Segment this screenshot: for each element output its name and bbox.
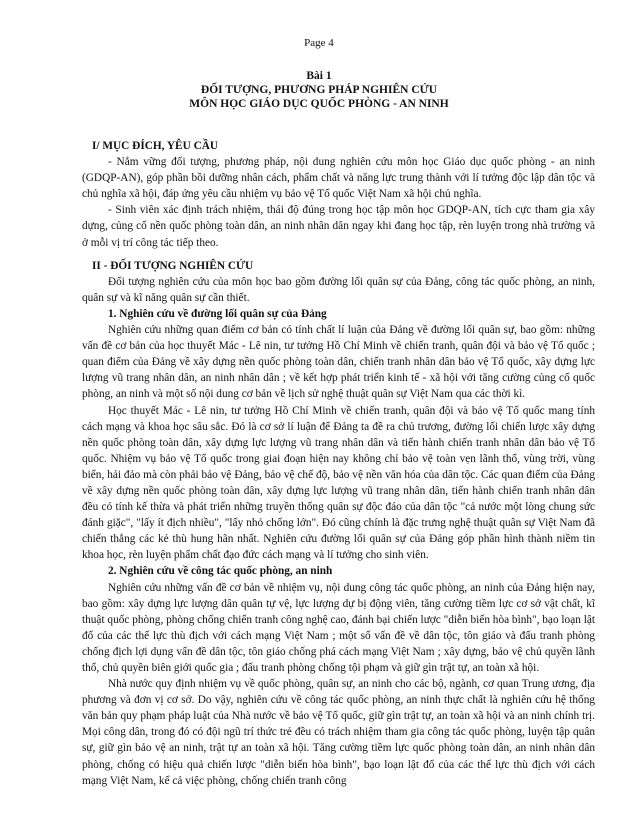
page-number: Page 4: [304, 37, 334, 49]
paragraph: Đối tượng nghiên cứu của môn học bao gồm đường lối quân sự của Đảng, công tác quốc phòng, an ninh, quân sự và kĩ năng quân sự cần thiết.: [82, 275, 595, 304]
document-title: [0, 69, 638, 111]
paragraph: Nhà nước quy định nhiệm vụ về quốc phòng, quân sự, an ninh cho các bộ, ngành, cơ quan Trung ương, địa phương và đơn vị cơ sở. Do vậy, nghiên cứu về công tác quốc phòng, an ninh thực chất là nghiên cứu hệ thống văn bản quy phạm pháp luật của Nhà nước về bảo vệ Tổ quốc, giữ gìn trật tự, an toàn xã hội và an ninh chính trị. Mọi công dân, trong đó có đội ngũ trí thức trẻ đều có trách nhiệm tham gia công tác quốc phòng, luyện tập quân sự, giữ gìn bảo vệ an ninh, trật tự an toàn xã hội. Tăng cường tiềm lực quốc phòng toàn dân, an ninh nhân dân phòng, chống có hiệu quả chiến lược "diễn biến hòa bình", bạo loạn lật đổ của các thế lực thù địch với cách mạng Việt Nam, kể cả việc phòng, chống chiến tranh công: [82, 678, 595, 787]
subsection-heading-defense-security: 2. Nghiên cứu về công tác quốc phòng, an ninh: [108, 565, 333, 578]
lesson-label: Bài 1: [306, 70, 332, 82]
subsection-heading-military-line: 1. Nghiên cứu về đường lối quân sự của Đảng: [108, 307, 327, 320]
section-heading-purpose: I/ MỤC ĐÍCH, YÊU CẦU: [92, 140, 219, 152]
document-body: [82, 138, 595, 789]
section-heading-subject: II - ĐỐI TƯỢNG NGHIÊN CỨU: [92, 259, 254, 272]
paragraph: Nghiên cứu những quan điểm cơ bản có tính chất lí luận của Đảng về đường lối quân sự, bao gồm: những vấn đề cơ bản của học thuyết Mác - Lê nin, tư tưởng Hồ Chí Minh về chiến tranh, quân đội và bảo vệ Tổ quốc ; quan điểm của Đảng về xây dựng nền quốc phòng toàn dân, chiến tranh nhân dân bảo vệ Tổ quốc, xây dựng lực lượng vũ trang nhân dân, an ninh nhân dân ; về kết hợp phát triển kinh tế - xã hội với tăng cường củng cố quốc phòng, an ninh và một số nội dung cơ bản về lịch sử nghệ thuật quân sự Việt Nam qua các thời kì.: [82, 324, 595, 401]
title-line-2: MÔN HỌC GIÁO DỤC QUỐC PHÒNG - AN NINH: [189, 98, 449, 110]
paragraph: Học thuyết Mác - Lê nin, tư tưởng Hồ Chí Minh về chiến tranh, quân đội và bảo vệ Tổ quốc mang tính cách mạng và khoa học sâu sắc. Đó là cơ sở lí luận để Đảng ta đề ra chủ trương, đường lối chiến lược xây dựng nền quốc phòng toàn dân, xây dựng lực lượng vũ trang nhân dân và tiến hành chiến tranh nhân dân bảo vệ Tổ quốc. Nhiệm vụ bảo vệ Tổ quốc trong giai đoạn hiện nay không chỉ bảo vệ toàn vẹn lãnh thổ, vùng trời, vùng biển, hải đảo mà còn phải bảo vệ Đảng, bảo vệ chế độ, bảo vệ nền văn hóa của dân tộc. Các quan điểm của Đảng về xây dựng nền quốc phòng toàn dân, xây dựng lực lượng vũ trang nhân dân, tiến hành chiến tranh nhân dân đều có tính kế thừa và phát triển những truyền thống quân sự độc đáo của dân tộc "cả nước một lòng chung sức đánh giặc", "lấy ít địch nhiều", "lấy nhỏ chống lớn". Đó cũng chính là đặc trưng nghệ thuật quân sự Việt Nam đã chiến thắng các kẻ thù hung hãn nhất. Nghiên cứu đường lối quân sự của Đảng góp phần hình thành niềm tin khoa học, rèn luyện phẩm chất đạo đức cách mạng và lí tưởng cho sinh viên.: [82, 404, 595, 562]
paragraph: - Sinh viên xác định trách nhiệm, thái độ đúng trong học tập môn học GDQP-AN, tích cực tham gia xây dựng, củng cố nền quốc phòng toàn dân, an ninh nhân dân ngay khi đang học tập, rèn luyện trong nhà trường và ở mỗi vị trí công tác tiếp theo.: [82, 204, 595, 249]
title-line-1: ĐỐI TƯỢNG, PHƯƠNG PHÁP NGHIÊN CỨU: [200, 84, 438, 96]
paragraph: Nghiên cứu những vấn đề cơ bản về nhiệm vụ, nội dung công tác quốc phòng, an ninh của Đảng hiện nay, bao gồm: xây dựng lực lượng dân quân tự vệ, lực lượng dự bị động viên, tăng cường tiềm lực cơ sở vật chất, kĩ thuật quốc phòng, phòng chống chiến tranh công nghệ cao, đánh bại chiến lược "diễn biến hòa bình", bạo loạn lật đổ của các thế lực thù địch với cách mạng Việt Nam ; một số vấn đề về dân tộc, tôn giáo và đấu tranh phòng chống địch lợi dụng vấn đề dân tộc, tôn giáo chống phá cách mạng Việt Nam ; xây dựng, bảo vệ chủ quyền lãnh thổ, chủ quyền biên giới quốc gia ; đấu tranh phòng chống tội phạm và giữ gìn trật tự, an toàn xã hội.: [82, 581, 595, 674]
paragraph: - Nắm vững đối tượng, phương pháp, nội dung nghiên cứu môn học Giáo dục quốc phòng - an ninh (GDQP-AN), góp phần bồi dưỡng nhân cách, phẩm chất và năng lực trung thành với lí tưởng độc lập dân tộc và chủ nghĩa xã hội, đáp ứng yêu cầu nhiệm vụ bảo vệ Tổ quốc Việt Nam xã hội chủ nghĩa.: [82, 156, 595, 201]
